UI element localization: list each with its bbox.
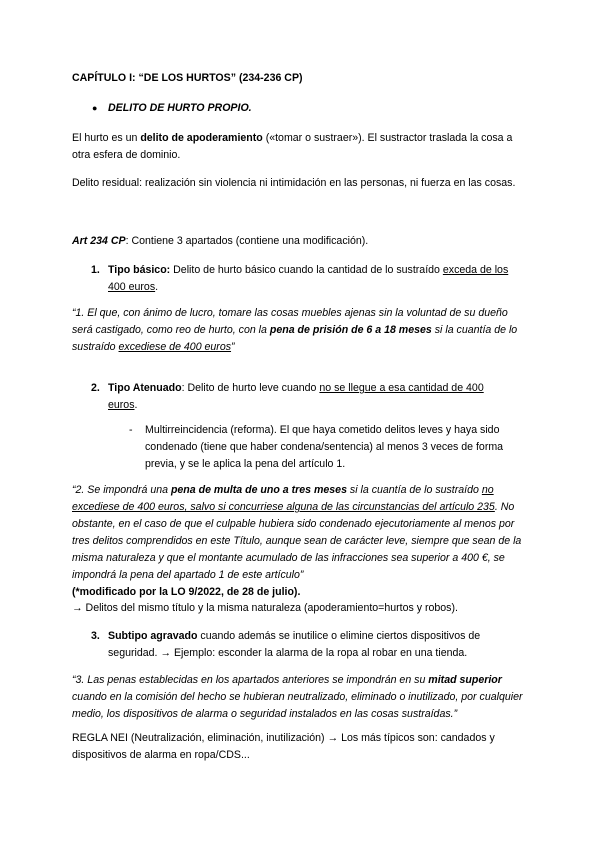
item2-underlined: no se llegue a esa cantidad de 400 euros: [108, 382, 484, 411]
item-number-1: 1.: [91, 264, 100, 276]
item1-label: Tipo básico:: [108, 264, 171, 276]
item-tipo-atenuado: [108, 380, 514, 414]
item-number-2: 2.: [91, 382, 100, 394]
bullet-dot: ●: [92, 103, 98, 113]
quote2-text-a: “2. Se impondrá una: [72, 484, 171, 496]
item-number-3: 3.: [91, 630, 100, 642]
item1-end: .: [155, 281, 159, 293]
chapter-title: CAPÍTULO I: “DE LOS HURTOS” (234-236 CP): [72, 72, 303, 84]
sub-multirreincidencia: Multirreincidencia (reforma). El que haya cometido delitos leves y haya sido condenado (tiene que haber condena/sentencia) al menos 3 veces de forma previa, y se le aplica la pena del artículo 1.: [145, 424, 504, 470]
intro-text-c: («tomar o sustraer»). El sustractor traslada la cosa a otra esfera de dominio.: [72, 132, 513, 161]
item1-text: Delito de hurto básico cuando la cantidad de lo sustraído: [170, 264, 443, 276]
quote3-text-a: “3. Las penas establecidas en los apartados anteriores se impondrán en su: [72, 674, 429, 686]
intro-text-a: El hurto es un: [72, 132, 141, 144]
item2-text: : Delito de hurto leve cuando: [181, 382, 320, 394]
rule-line: REGLA NEI (Neutralización, eliminación, inutilización) → Los más típicos son: candados y dispositivos de alarma en ropa/CDS...: [72, 732, 495, 761]
intro-emphasis: delito de apoderamiento: [140, 132, 263, 144]
quote3-bold: mitad superior: [428, 674, 502, 686]
quote2-underlined: no excediese de 400 euros, salvo si concurriese alguna de las circunstancias del artículo 235: [72, 484, 495, 513]
quote-apartado-1: [72, 305, 528, 356]
quote1-bold: pena de prisión de 6 a 18 meses: [269, 324, 432, 336]
item-subtipo-agravado: [108, 628, 514, 662]
arrow-line: → Delitos del mismo título y la misma naturaleza (apoderamiento=hurtos y robos).: [72, 602, 458, 614]
section-heading: DELITO DE HURTO PROPIO.: [108, 102, 252, 114]
quote3-text-b: cuando en la comisión del hecho se hubieran neutralizado, eliminado o inutilizado, por cualquier medio, los dispositivos de alarma o seguridad instalados en las cosas sustraídas.”: [72, 691, 523, 720]
article-paragraph: [72, 233, 528, 250]
intro-paragraph: [72, 130, 528, 164]
quote2-bold: pena de multa de uno a tres meses: [170, 484, 347, 496]
item1-underlined: exceda de los 400 euros: [108, 264, 509, 293]
article-ref: Art 234 CP: [72, 235, 126, 247]
item3-text: cuando además se inutilice o elimine ciertos dispositivos de seguridad. → Ejemplo: esconder la alarma de la ropa al robar en una tienda.: [108, 630, 481, 659]
item-tipo-basico: [108, 262, 514, 296]
item2-end: .: [134, 399, 138, 411]
quote1-text-a: “1. El que, con ánimo de lucro, tomare las cosas muebles ajenas sin la voluntad de su dueño será castigado, como reo de hurto, con la: [72, 307, 508, 336]
item2-label: Tipo Atenuado: [108, 382, 182, 394]
quote2-text-c: . No obstante, en el caso de que el culpable hubiera sido condenado ejecutoriamente al menos por tres delitos comprendidos en este Título, aunque sean de carácter leve, siempre que sean de la misma naturaleza y que el montante acumulado de las infracciones sea superior a 400 €, se impondrá la pena del apartado 1 de este artículo”: [72, 501, 522, 581]
quote2-text-b: si la cuantía de lo sustraído: [346, 484, 482, 496]
quote-apartado-2: [72, 482, 528, 601]
sub-dash: -: [129, 424, 133, 436]
quote1-end: ”: [231, 341, 235, 353]
article-text: : Contiene 3 apartados (contiene una modificación).: [125, 235, 369, 247]
quote-apartado-3: [72, 672, 528, 723]
item3-label: Subtipo agravado: [108, 630, 198, 642]
quote1-underlined: excediese de 400 euros: [118, 341, 232, 353]
residual-paragraph: Delito residual: realización sin violencia ni intimidación en las personas, ni fuerza en las cosas.: [72, 177, 516, 189]
modification-note: (*modificado por la LO 9/2022, de 28 de julio).: [72, 586, 301, 598]
quote1-text-b: si la cuantía de lo sustraído: [72, 324, 518, 353]
